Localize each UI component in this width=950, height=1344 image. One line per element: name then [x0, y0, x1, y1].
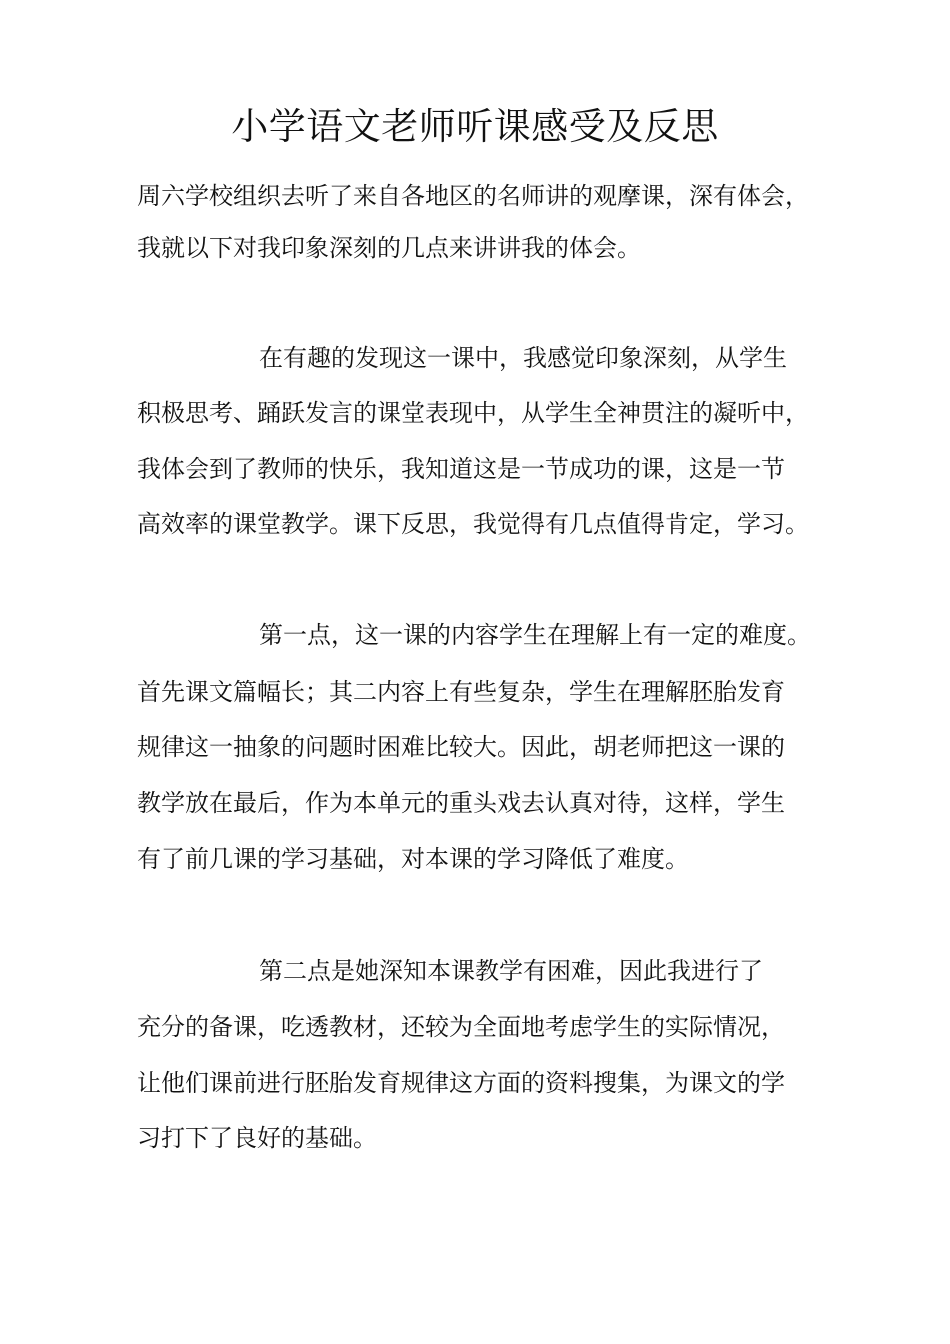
paragraph-4-line-3: 让他们课前进行胚胎发育规律这方面的资料搜集，为课文的学	[137, 1069, 785, 1097]
document-title: 小学语文老师听课感受及反思	[231, 105, 719, 148]
paragraph-4-line-2: 充分的备课，吃透教材，还较为全面地考虑学生的实际情况，	[137, 1013, 785, 1041]
paragraph-4-line-1: 第二点是她深知本课教学有困难，因此我进行了	[259, 957, 763, 985]
paragraph-2-line-4: 高效率的课堂教学。课下反思，我觉得有几点值得肯定，学习。	[137, 510, 809, 538]
paragraph-3-line-1: 第一点，这一课的内容学生在理解上有一定的难度。	[259, 621, 811, 649]
paragraph-4-line-4: 习打下了良好的基础。	[137, 1124, 377, 1152]
paragraph-2-line-2: 积极思考、踊跃发言的课堂表现中，从学生全神贯注的凝听中，	[137, 399, 809, 427]
paragraph-1-line-1: 周六学校组织去听了来自各地区的名师讲的观摩课，深有体会，	[137, 182, 809, 210]
paragraph-3-line-4: 教学放在最后，作为本单元的重头戏去认真对待，这样，学生	[137, 789, 785, 817]
paragraph-3-line-5: 有了前几课的学习基础，对本课的学习降低了难度。	[137, 845, 689, 873]
paragraph-3-line-3: 规律这一抽象的问题时困难比较大。因此，胡老师把这一课的	[137, 733, 785, 761]
paragraph-3-line-2: 首先课文篇幅长；其二内容上有些复杂，学生在理解胚胎发育	[137, 678, 785, 706]
paragraph-2-line-1: 在有趣的发现这一课中，我感觉印象深刻，从学生	[259, 344, 787, 372]
paragraph-2-line-3: 我体会到了教师的快乐，我知道这是一节成功的课，这是一节	[137, 455, 785, 483]
paragraph-1-line-2: 我就以下对我印象深刻的几点来讲讲我的体会。	[137, 234, 641, 262]
